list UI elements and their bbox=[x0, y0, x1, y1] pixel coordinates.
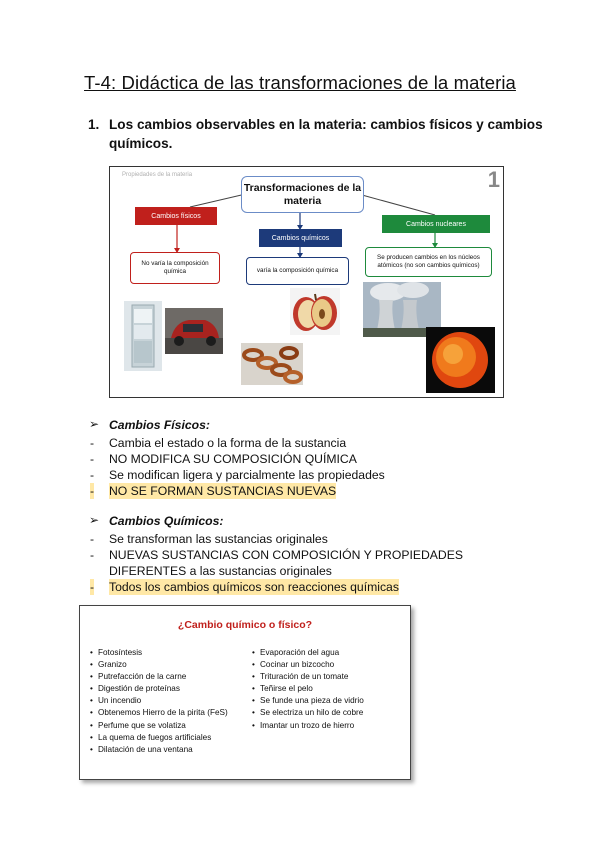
list-item: - NO MODIFICA SU COMPOSICIÓN QUÍMICA bbox=[90, 452, 357, 466]
list-item: • Fotosíntesis bbox=[90, 648, 143, 657]
list-item: • La quema de fuegos artificiales bbox=[90, 732, 212, 742]
nuclear-changes-description: Se producen cambios en los núcleos atómicos (no son cambios químicos) bbox=[365, 247, 492, 277]
rusty-chain-photo bbox=[241, 343, 303, 385]
list-item: • Teñirse el pelo bbox=[252, 684, 313, 694]
section-text: Los cambios observables en la materia: cambios físicos y cambios químicos. bbox=[109, 117, 543, 151]
list-item: - Se modifican ligera y parcialmente las propiedades bbox=[90, 468, 385, 482]
diagram-caption: Propiedades de la materia bbox=[122, 172, 193, 178]
sun-photo bbox=[426, 327, 495, 393]
list-item: - Cambia el estado o la forma de la sustancia bbox=[90, 436, 347, 450]
quiz-list-right bbox=[252, 647, 412, 732]
ice-water-photo bbox=[124, 301, 162, 371]
page-title: T-4: Didáctica de las transformaciones de la materia bbox=[84, 72, 516, 93]
list-item: • Un incendio bbox=[90, 696, 142, 706]
list-item: - NUEVAS SUSTANCIAS CON COMPOSICIÓN Y PROPIEDADES DIFERENTES a las sustancias originales bbox=[90, 548, 463, 578]
chemical-changes-list bbox=[88, 514, 528, 595]
list-item: • Se funde una pieza de vidrio bbox=[252, 696, 364, 706]
arrow-bullet-icon: ➢ bbox=[89, 513, 100, 527]
diagram-root-node: Transformaciones de la materia bbox=[241, 176, 364, 213]
quiz-title: ¿Cambio químico o físico? bbox=[177, 619, 313, 631]
crushed-car-photo bbox=[165, 308, 223, 354]
chemical-changes-heading: ➢ Cambios Químicos: bbox=[89, 513, 224, 528]
physical-changes-description: No varía la composición química bbox=[130, 252, 220, 284]
apple-photo bbox=[290, 288, 340, 335]
physical-changes-heading: ➢ Cambios Físicos: bbox=[89, 417, 210, 432]
diagram-corner-mark: 1 bbox=[487, 167, 500, 192]
list-item: - Se transforman las sustancias originales bbox=[90, 532, 328, 546]
section-heading bbox=[88, 115, 548, 153]
nuclear-changes-node: Cambios nucleares bbox=[382, 215, 490, 233]
list-item: • Digestión de proteínas bbox=[90, 684, 180, 694]
list-item: • Granizo bbox=[90, 660, 127, 670]
list-item: • Cocinar un bizcocho bbox=[252, 660, 335, 670]
chemical-changes-node: Cambios químicos bbox=[259, 229, 342, 247]
list-item-highlighted: - NO SE FORMAN SUSTANCIAS NUEVAS bbox=[90, 484, 337, 498]
physical-changes-node: Cambios físicos bbox=[135, 207, 217, 225]
physical-changes-list bbox=[88, 418, 528, 499]
list-item: • Dilatación de una ventana bbox=[90, 744, 193, 754]
list-item: • Perfume que se volatiza bbox=[90, 720, 186, 730]
quiz-list-left bbox=[90, 647, 250, 756]
list-item: • Imantar un trozo de hierro bbox=[252, 720, 355, 730]
list-item: • Se electriza un hilo de cobre bbox=[252, 708, 364, 718]
chemical-changes-description: varía la composición química bbox=[246, 257, 349, 285]
list-item: • Trituración de un tomate bbox=[252, 672, 349, 682]
arrow-bullet-icon: ➢ bbox=[89, 417, 100, 431]
section-number: 1. bbox=[88, 117, 100, 132]
list-item: • Putrefacción de la carne bbox=[90, 672, 187, 682]
list-item-highlighted: - Todos los cambios químicos son reacciones químicas bbox=[90, 580, 399, 594]
transformations-diagram bbox=[109, 166, 504, 398]
list-item: • Evaporación del agua bbox=[252, 648, 340, 657]
quiz-box bbox=[79, 605, 411, 780]
list-item: • Obtenemos Hierro de la pirita (FeS) bbox=[90, 708, 228, 718]
